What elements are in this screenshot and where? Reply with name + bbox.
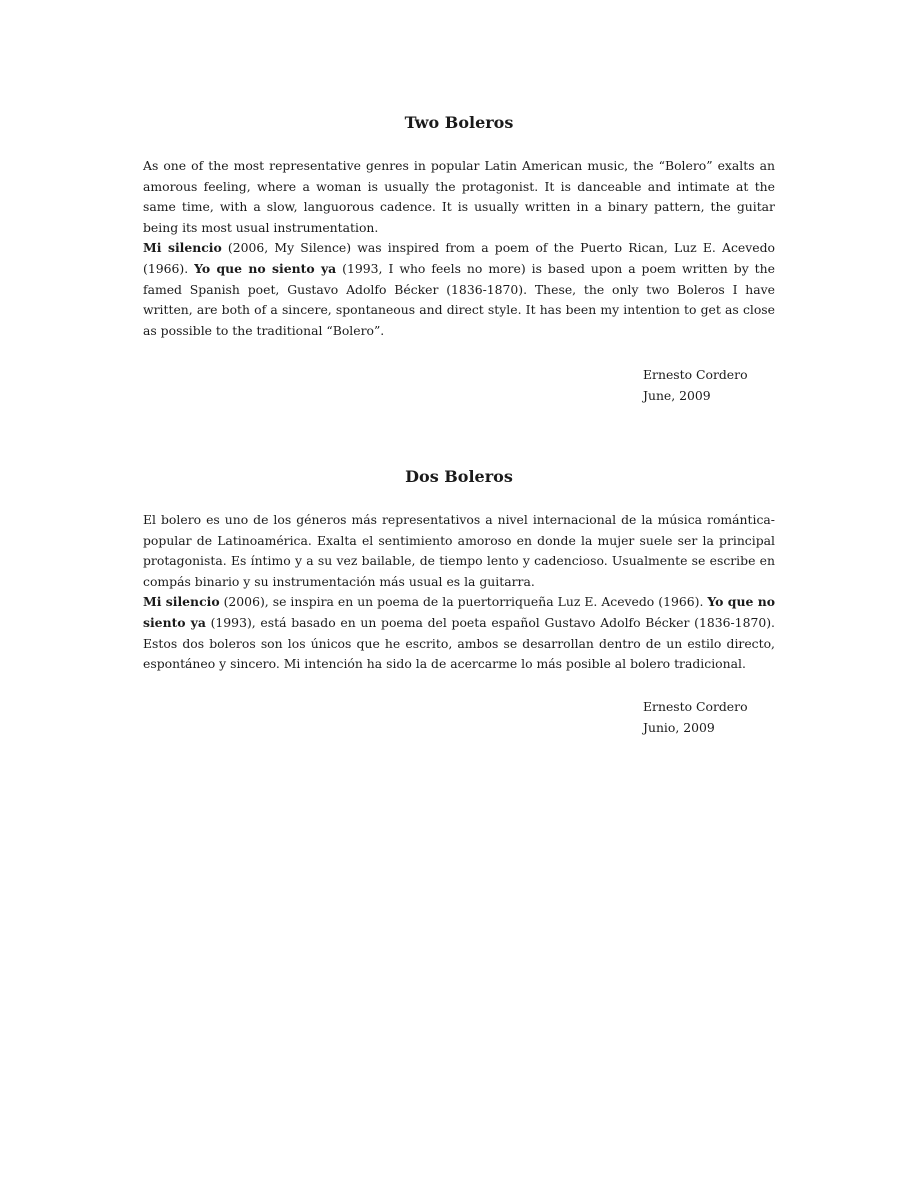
english-paragraph-2-text-1: (2006, My Silence) was inspired from a poem of the Puerto Rican, Luz E. Acevedo (1966). (143, 240, 775, 276)
spanish-paragraph-2-text-1: (2006), se inspira en un poema de la puertorriqueña Luz E. Acevedo (1966). (219, 594, 708, 610)
signature-name: Ernesto Cordero (643, 367, 748, 382)
english-paragraph-2-text-2: (1993, I who feels no more) is based upon a poem written by the famed Spanish poet, Gustavo Adolfo Bécker (1836-1870). These, the only two Boleros I have written, are both of a sincere, spontaneous and direct style. It has been my intention to get as close as possible to the traditional “Bolero”. (143, 260, 775, 338)
spanish-paragraph-2-text-2: (1993), está basado en un poema del poeta español Gustavo Adolfo Bécker (1836-1870). Estos dos boleros son los únicos que he escrito, ambos se desarrollan dentro de un estilo directo, espontáneo y sincero. Mi intención ha sido la de acercarme lo más posible al bolero tradicional. (143, 614, 775, 672)
english-paragraph-2 (143, 238, 775, 341)
english-signature (643, 364, 748, 406)
work-title-yo-que-no-siento-ya: Yo que no siento ya (194, 260, 337, 276)
signature-date: Junio, 2009 (643, 720, 715, 735)
spanish-paragraph-2 (143, 592, 775, 674)
spanish-signature (643, 696, 748, 738)
spanish-section (143, 466, 775, 735)
signature-name: Ernesto Cordero (643, 699, 748, 714)
english-section (143, 112, 775, 403)
work-title-mi-silencio: Mi silencio (143, 594, 220, 610)
spanish-title: Dos Boleros (405, 467, 513, 486)
signature-date: June, 2009 (643, 388, 711, 403)
spanish-paragraph-1: El bolero es uno de los géneros más representativos a nivel internacional de la música romántica-popular de Latinoamérica. Exalta el sentimiento amoroso en donde la mujer suele ser la principal protagonista. Es íntimo y a su vez bailable, de tiempo lento y cadencioso. Usualmente se escribe en compás binario y su instrumentación más usual es la guitarra. (143, 512, 775, 589)
english-title: Two Boleros (404, 113, 514, 132)
work-title-mi-silencio: Mi silencio (143, 240, 222, 256)
work-title-yo-que-no-siento-ya: Yo que no siento ya (143, 594, 775, 630)
english-paragraph-1: As one of the most representative genres in popular Latin American music, the “Bolero” exalts an amorous feeling, where a woman is usually the protagonist. It is danceable and intimate at the same time, with a slow, languorous cadence. It is usually written in a binary pattern, the guitar being its most usual instrumentation. (143, 158, 775, 235)
